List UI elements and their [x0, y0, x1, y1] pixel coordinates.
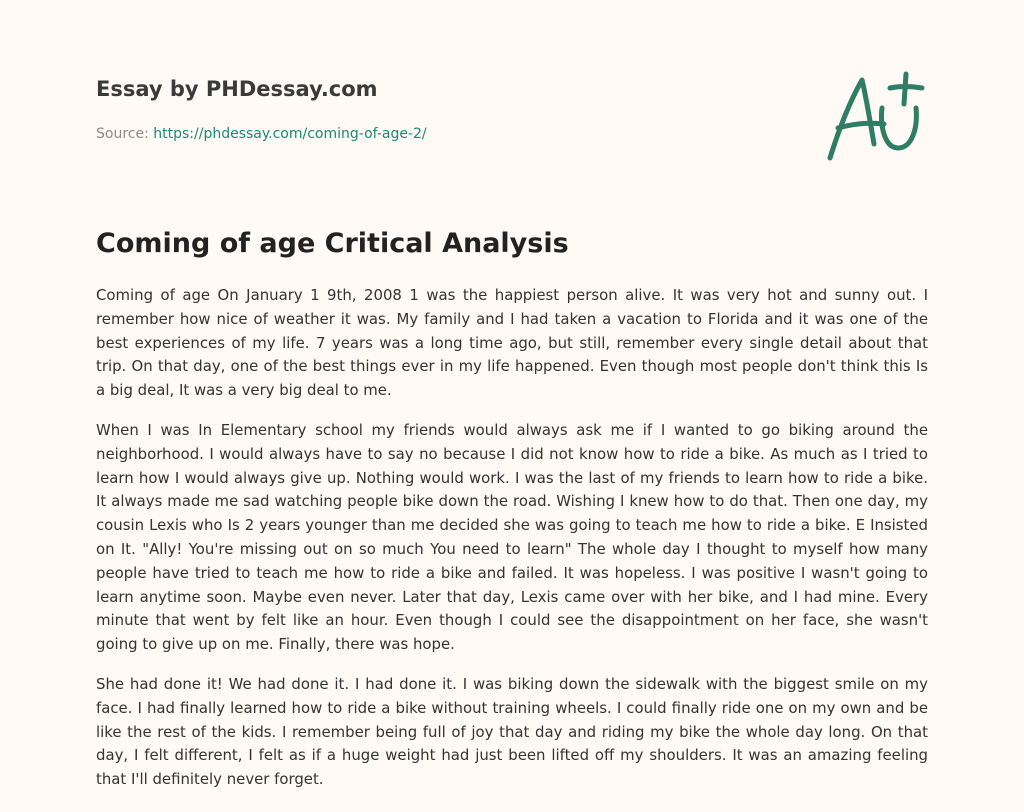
a-plus-grade-icon [820, 66, 930, 166]
essay-title: Coming of age Critical Analysis [96, 228, 569, 259]
source-label: Source: [96, 126, 149, 142]
essay-paragraph: She had done it! We had done it. I had done it. I was biking down the sidewalk with the biggest smile on my face. I had finally learned how to ride a bike without training wheels. I could finally ride one on my own and be like the rest of the kids. I remember being full of joy that day and riding my bike the whole day long. On that day, I felt different, I felt as if a huge weight had just been lifted off my shoulders. It was an amazing feeling that I'll definitely never forget. [96, 674, 928, 789]
essay-paragraph: Coming of age On January 1 9th, 2008 1 was the happiest person alive. It was very hot and sunny out. I remember how nice of weather it was. My family and I had taken a vacation to Florida and it was one of the best experiences of my life. 7 years was a long time ago, but still, remember every single detail about that trip. On that day, one of the best things ever in my life happened. Even though most people don't think this Is a big deal, It was a very big deal to me. [96, 286, 928, 400]
source-link[interactable]: https://phdessay.com/coming-of-age-2/ [153, 126, 427, 142]
site-title: Essay by PHDessay.com [96, 77, 378, 101]
essay-paragraph: When I was In Elementary school my friends would always ask me if I wanted to go biking around the neighborhood. I would always have to say no because I did not know how to ride a bike. As much as I tried to learn how I would always give up. Nothing would work. I was the last of my friends to learn how to ride a bike. It always made me sad watching people bike down the road. Wishing I knew how to do that. Then one day, my cousin Lexis who Is 2 years younger than me decided she was going to teach me how to ride a bike. E Insisted on It. "Ally! You're missing out on so much You need to learn" The whole day I thought to myself how many people have tried to teach me how to ride a bike and failed. It was hopeless. I was positive I wasn't going to learn anytime soon. Maybe even never. Later that day, Lexis came over with her bike, and I had mine. Every minute that went by felt like an hour. Even though I could see the disappointment on her face, she wasn't going to give up on me. Finally, there was hope. [96, 420, 928, 654]
page-header [96, 74, 816, 144]
essay-body [96, 284, 928, 808]
source-line [96, 124, 816, 144]
